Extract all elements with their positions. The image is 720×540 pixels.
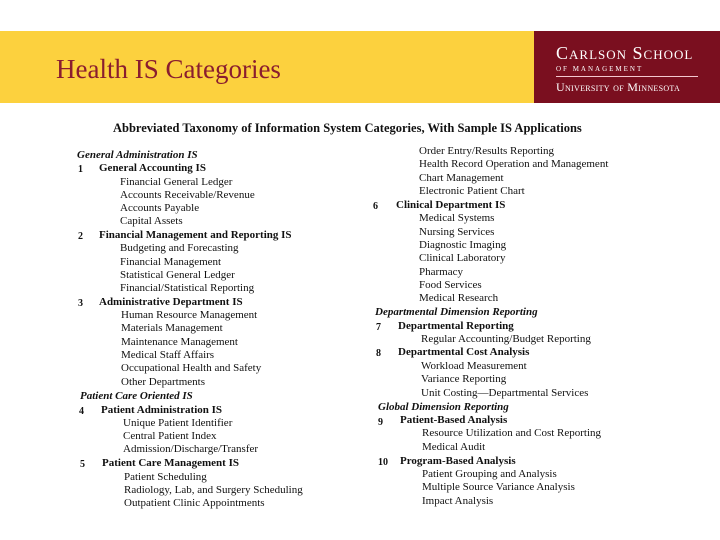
category-number: 9 (378, 417, 383, 428)
logo-university: University of Minnesota (556, 80, 681, 94)
list-item: Regular Accounting/Budget Reporting (421, 333, 591, 345)
list-item: Resource Utilization and Cost Reporting (422, 427, 602, 439)
section-heading: Global Dimension Reporting (378, 401, 509, 413)
list-item: Materials Management (121, 322, 223, 334)
list-item: Admission/Discharge/Transfer (123, 443, 259, 455)
list-item: Outpatient Clinic Appointments (124, 497, 265, 509)
list-item: Patient Scheduling (124, 471, 207, 483)
list-item: Radiology, Lab, and Surgery Scheduling (124, 484, 303, 496)
slide-title: Health IS Categories (56, 54, 281, 84)
list-item: Accounts Payable (120, 202, 200, 214)
logo-subtitle: OF MANAGEMENT (556, 65, 644, 73)
category-number: 5 (80, 459, 85, 470)
list-item: Clinical Laboratory (419, 252, 506, 264)
category-name: Clinical Department IS (396, 199, 506, 211)
category-name: Departmental Reporting (398, 320, 514, 332)
category-number: 8 (376, 348, 381, 359)
list-item: Pharmacy (419, 266, 463, 278)
list-item: Unique Patient Identifier (123, 417, 233, 429)
list-item: Medical Systems (419, 212, 495, 224)
list-item: Maintenance Management (121, 336, 238, 348)
section-heading: General Administration IS (77, 149, 198, 161)
category-name: Patient Administration IS (101, 404, 223, 416)
list-item: Patient Grouping and Analysis (422, 468, 557, 480)
list-item: Statistical General Ledger (120, 269, 235, 281)
list-item: Nursing Services (419, 226, 495, 238)
category-name: Administrative Department IS (99, 296, 243, 308)
category-number: 2 (78, 231, 83, 242)
document-title: Abbreviated Taxonomy of Information System Categories, With Sample IS Applications (113, 121, 582, 135)
list-item: Unit Costing—Departmental Services (421, 387, 589, 399)
list-item: Financial General Ledger (120, 176, 233, 188)
section-heading: Departmental Dimension Reporting (375, 306, 538, 318)
list-item: Medical Staff Affairs (121, 349, 215, 361)
category-number: 10 (378, 457, 388, 468)
list-item: Financial/Statistical Reporting (120, 282, 255, 294)
list-item: Workload Measurement (421, 360, 527, 372)
list-item: Multiple Source Variance Analysis (422, 481, 575, 493)
list-item: Human Resource Management (121, 309, 258, 321)
logo-divider (556, 76, 698, 77)
category-number: 6 (373, 201, 378, 212)
list-item: Other Departments (121, 376, 205, 388)
category-number: 4 (79, 406, 84, 417)
list-item: Order Entry/Results Reporting (419, 145, 555, 157)
list-item: Medical Research (419, 292, 499, 304)
list-item: Variance Reporting (421, 373, 507, 385)
carlson-logo (534, 31, 720, 103)
category-name: Patient-Based Analysis (400, 414, 508, 426)
list-item: Diagnostic Imaging (419, 239, 507, 251)
list-item: Capital Assets (120, 215, 183, 227)
category-name: Program-Based Analysis (400, 455, 516, 467)
list-item: Accounts Receivable/Revenue (120, 189, 255, 201)
logo-school: Carlson School (556, 43, 694, 63)
section-heading: Patient Care Oriented IS (80, 390, 193, 402)
list-item: Chart Management (419, 172, 504, 184)
category-name: Financial Management and Reporting IS (99, 229, 292, 241)
category-number: 7 (376, 322, 381, 333)
list-item: Financial Management (120, 256, 222, 268)
list-item: Medical Audit (422, 441, 486, 453)
list-item: Impact Analysis (422, 495, 494, 507)
category-number: 1 (78, 164, 83, 175)
category-name: Departmental Cost Analysis (398, 346, 530, 358)
category-name: Patient Care Management IS (102, 457, 239, 469)
list-item: Health Record Operation and Management (419, 158, 609, 170)
list-item: Central Patient Index (123, 430, 217, 442)
list-item: Budgeting and Forecasting (120, 242, 239, 254)
category-name: General Accounting IS (99, 162, 206, 174)
list-item: Occupational Health and Safety (121, 362, 262, 374)
category-number: 3 (78, 298, 83, 309)
list-item: Electronic Patient Chart (419, 185, 525, 197)
list-item: Food Services (419, 279, 482, 291)
